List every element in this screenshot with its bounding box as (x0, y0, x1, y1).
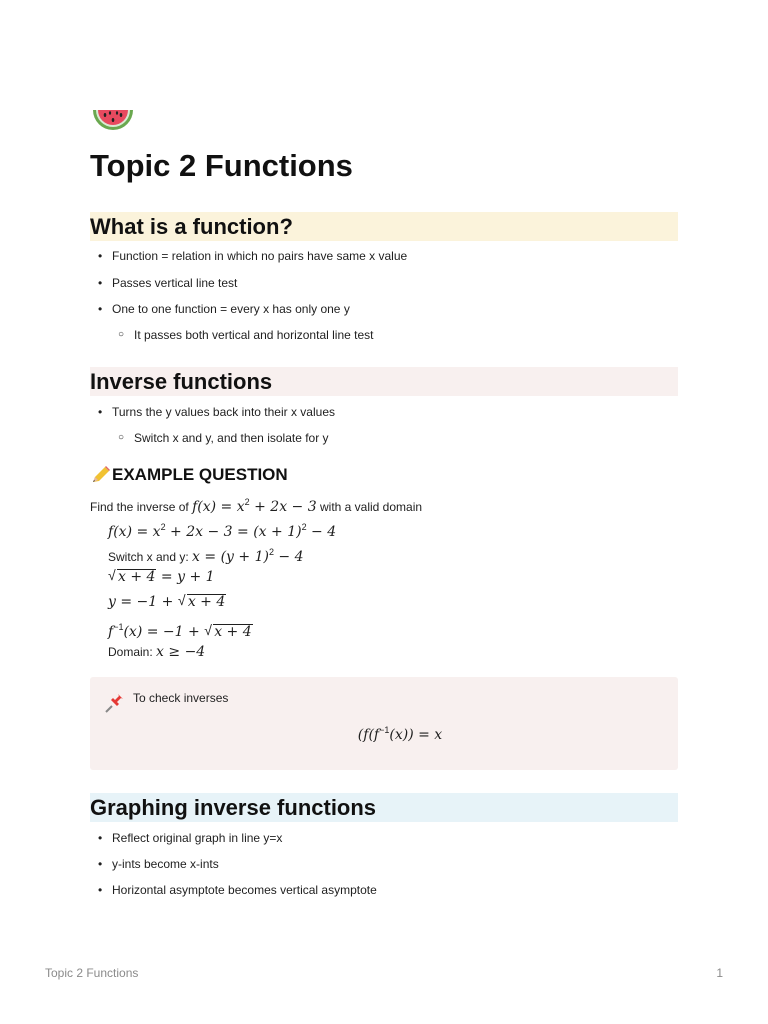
list-item: Switch x and y, and then isolate for y (134, 431, 329, 445)
list-item: Turns the y values back into their x values (112, 405, 335, 419)
pencil-icon (90, 465, 112, 485)
list-item: One to one function = every x has only one y (112, 302, 350, 316)
step-sqrt: √ x + 4 = y + 1 (108, 567, 215, 585)
pushpin-icon (102, 691, 126, 715)
heading-graphing-inverse-functions: Graphing inverse functions (90, 793, 678, 822)
bullet-dot: • (98, 276, 103, 290)
page-title: Topic 2 Functions (90, 148, 353, 183)
callout-text: To check inverses (133, 691, 229, 705)
footer-title: Topic 2 Functions (45, 966, 139, 980)
heading-inverse-functions: Inverse functions (90, 367, 678, 396)
list-item: Passes vertical line test (112, 276, 238, 290)
bullet-dot: • (98, 302, 103, 316)
list-item: Function = relation in which no pairs have same x value (112, 249, 408, 263)
list-item: y-ints become x-ints (112, 857, 219, 871)
step-inverse: $f^{-1}(x) = -1$ + √ x + 4 (108, 622, 252, 640)
page-number: 1 (716, 966, 723, 980)
example-question-heading: EXAMPLE QUESTION (90, 465, 288, 485)
step-isolate: y = −1 + √ x + 4 (108, 592, 226, 610)
bullet-dot: • (98, 883, 103, 897)
callout-equation: ($f(f^{-1}(x)) = x$ (357, 725, 443, 743)
bullet-circle: ○ (118, 329, 125, 340)
step-expand: $f(x) = x^2 + 2x - 3 = (x + 1)^2 - 4$ (108, 522, 337, 540)
bullet-dot: • (98, 831, 103, 845)
step-domain: Domain: x ≥ −4 (108, 644, 206, 660)
list-item: It passes both vertical and horizontal line test (134, 328, 374, 342)
bullet-circle: ○ (118, 432, 125, 443)
bullet-dot: • (98, 405, 103, 419)
list-item: Reflect original graph in line y=x (112, 831, 283, 845)
step-switch: Switch x and y: $x = (y + 1)^2 - 4$ (108, 547, 304, 565)
callout-check-inverses (90, 677, 678, 770)
heading-what-is-a-function: What is a function? (90, 212, 678, 241)
bullet-dot: • (98, 857, 103, 871)
watermelon-icon (90, 100, 136, 140)
example-intro: Find the inverse of $f(x) = x^2 + 2x - 3$ with a valid domain (90, 497, 423, 515)
bullet-dot: • (98, 249, 103, 263)
list-item: Horizontal asymptote becomes vertical asymptote (112, 883, 377, 897)
